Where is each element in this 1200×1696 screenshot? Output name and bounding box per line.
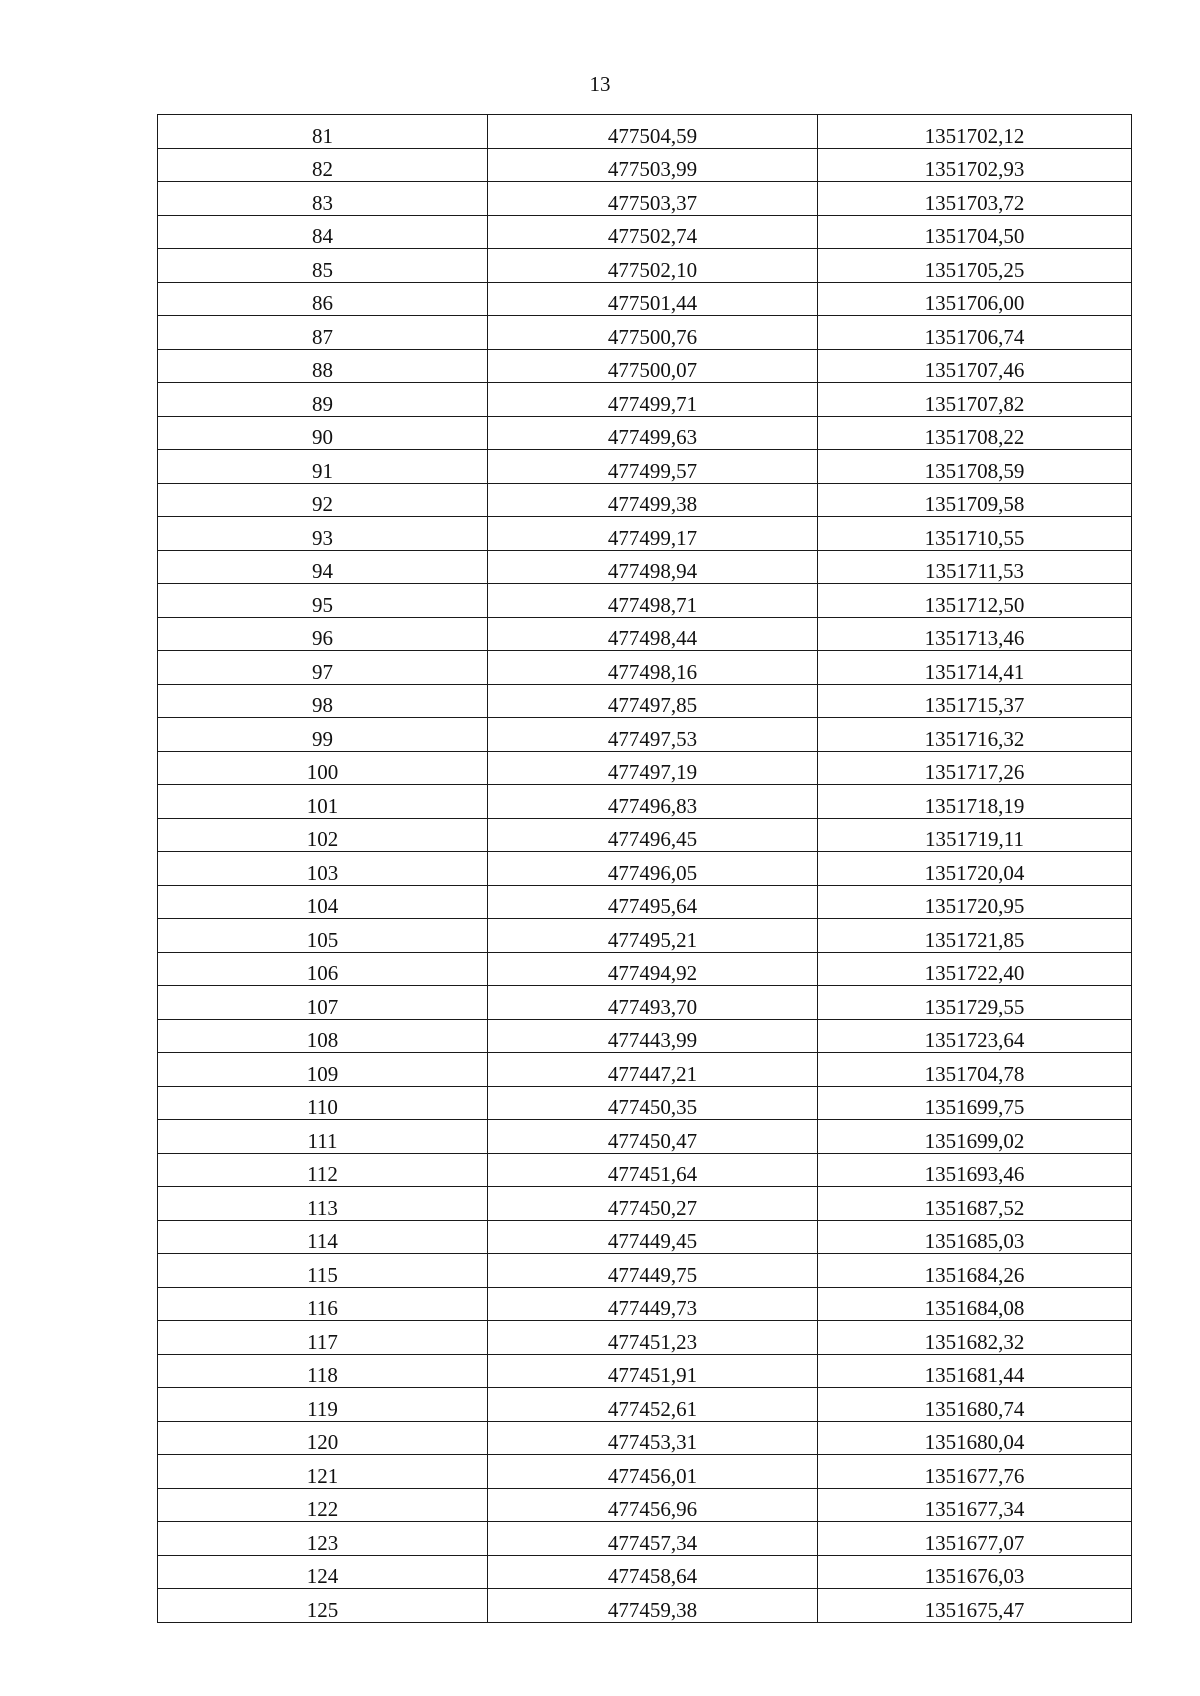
- coordinates-table-body: [158, 115, 1132, 1623]
- y-coordinate-cell: 1351713,46: [818, 617, 1132, 651]
- y-coordinate-cell: 1351729,55: [818, 986, 1132, 1020]
- point-number-cell: 106: [158, 952, 488, 986]
- x-coordinate-cell: 477451,91: [488, 1354, 818, 1388]
- table-row: [158, 1086, 1132, 1120]
- y-coordinate-cell: 1351676,03: [818, 1555, 1132, 1589]
- x-coordinate-cell: 477496,45: [488, 818, 818, 852]
- table-row: [158, 1254, 1132, 1288]
- x-coordinate-cell: 477502,74: [488, 215, 818, 249]
- x-coordinate-cell: 477450,27: [488, 1187, 818, 1221]
- y-coordinate-cell: 1351707,82: [818, 383, 1132, 417]
- x-coordinate-cell: 477452,61: [488, 1388, 818, 1422]
- y-coordinate-cell: 1351714,41: [818, 651, 1132, 685]
- x-coordinate-cell: 477458,64: [488, 1555, 818, 1589]
- y-coordinate-cell: 1351684,08: [818, 1287, 1132, 1321]
- table-row: [158, 1354, 1132, 1388]
- y-coordinate-cell: 1351705,25: [818, 249, 1132, 283]
- point-number-cell: 119: [158, 1388, 488, 1422]
- y-coordinate-cell: 1351722,40: [818, 952, 1132, 986]
- x-coordinate-cell: 477453,31: [488, 1421, 818, 1455]
- x-coordinate-cell: 477494,92: [488, 952, 818, 986]
- point-number-cell: 99: [158, 718, 488, 752]
- y-coordinate-cell: 1351718,19: [818, 785, 1132, 819]
- table-row: [158, 952, 1132, 986]
- table-row: [158, 450, 1132, 484]
- point-number-cell: 124: [158, 1555, 488, 1589]
- y-coordinate-cell: 1351721,85: [818, 919, 1132, 953]
- y-coordinate-cell: 1351706,00: [818, 282, 1132, 316]
- table-row: [158, 115, 1132, 149]
- table-row: [158, 1019, 1132, 1053]
- point-number-cell: 115: [158, 1254, 488, 1288]
- table-row: [158, 751, 1132, 785]
- point-number-cell: 89: [158, 383, 488, 417]
- x-coordinate-cell: 477500,76: [488, 316, 818, 350]
- y-coordinate-cell: 1351711,53: [818, 550, 1132, 584]
- table-row: [158, 249, 1132, 283]
- table-row: [158, 517, 1132, 551]
- table-row: [158, 1388, 1132, 1422]
- x-coordinate-cell: 477449,73: [488, 1287, 818, 1321]
- x-coordinate-cell: 477495,64: [488, 885, 818, 919]
- table-row: [158, 1053, 1132, 1087]
- x-coordinate-cell: 477449,75: [488, 1254, 818, 1288]
- table-row: [158, 182, 1132, 216]
- table-row: [158, 584, 1132, 618]
- table-row: [158, 684, 1132, 718]
- x-coordinate-cell: 477499,71: [488, 383, 818, 417]
- x-coordinate-cell: 477456,01: [488, 1455, 818, 1489]
- point-number-cell: 101: [158, 785, 488, 819]
- point-number-cell: 120: [158, 1421, 488, 1455]
- x-coordinate-cell: 477493,70: [488, 986, 818, 1020]
- table-row: [158, 550, 1132, 584]
- table-row: [158, 1220, 1132, 1254]
- point-number-cell: 108: [158, 1019, 488, 1053]
- y-coordinate-cell: 1351707,46: [818, 349, 1132, 383]
- point-number-cell: 81: [158, 115, 488, 149]
- x-coordinate-cell: 477496,83: [488, 785, 818, 819]
- x-coordinate-cell: 477443,99: [488, 1019, 818, 1053]
- table-row: [158, 1522, 1132, 1556]
- x-coordinate-cell: 477498,71: [488, 584, 818, 618]
- x-coordinate-cell: 477497,85: [488, 684, 818, 718]
- point-number-cell: 107: [158, 986, 488, 1020]
- point-number-cell: 117: [158, 1321, 488, 1355]
- point-number-cell: 125: [158, 1589, 488, 1623]
- point-number-cell: 105: [158, 919, 488, 953]
- x-coordinate-cell: 477449,45: [488, 1220, 818, 1254]
- y-coordinate-cell: 1351702,12: [818, 115, 1132, 149]
- table-row: [158, 651, 1132, 685]
- y-coordinate-cell: 1351702,93: [818, 148, 1132, 182]
- coordinates-table: [157, 114, 1132, 1623]
- point-number-cell: 121: [158, 1455, 488, 1489]
- x-coordinate-cell: 477501,44: [488, 282, 818, 316]
- x-coordinate-cell: 477503,99: [488, 148, 818, 182]
- y-coordinate-cell: 1351682,32: [818, 1321, 1132, 1355]
- y-coordinate-cell: 1351715,37: [818, 684, 1132, 718]
- point-number-cell: 94: [158, 550, 488, 584]
- point-number-cell: 109: [158, 1053, 488, 1087]
- point-number-cell: 88: [158, 349, 488, 383]
- y-coordinate-cell: 1351719,11: [818, 818, 1132, 852]
- x-coordinate-cell: 477447,21: [488, 1053, 818, 1087]
- table-row: [158, 617, 1132, 651]
- point-number-cell: 113: [158, 1187, 488, 1221]
- x-coordinate-cell: 477450,35: [488, 1086, 818, 1120]
- x-coordinate-cell: 477451,64: [488, 1153, 818, 1187]
- y-coordinate-cell: 1351693,46: [818, 1153, 1132, 1187]
- x-coordinate-cell: 477457,34: [488, 1522, 818, 1556]
- x-coordinate-cell: 477499,38: [488, 483, 818, 517]
- point-number-cell: 83: [158, 182, 488, 216]
- point-number-cell: 98: [158, 684, 488, 718]
- page-number: 13: [589, 72, 611, 96]
- x-coordinate-cell: 477495,21: [488, 919, 818, 953]
- y-coordinate-cell: 1351706,74: [818, 316, 1132, 350]
- x-coordinate-cell: 477450,47: [488, 1120, 818, 1154]
- y-coordinate-cell: 1351703,72: [818, 182, 1132, 216]
- x-coordinate-cell: 477456,96: [488, 1488, 818, 1522]
- y-coordinate-cell: 1351708,59: [818, 450, 1132, 484]
- table-row: [158, 349, 1132, 383]
- point-number-cell: 84: [158, 215, 488, 249]
- point-number-cell: 104: [158, 885, 488, 919]
- y-coordinate-cell: 1351709,58: [818, 483, 1132, 517]
- table-row: [158, 1589, 1132, 1623]
- x-coordinate-cell: 477459,38: [488, 1589, 818, 1623]
- table-row: [158, 885, 1132, 919]
- table-row: [158, 1187, 1132, 1221]
- x-coordinate-cell: 477503,37: [488, 182, 818, 216]
- point-number-cell: 90: [158, 416, 488, 450]
- point-number-cell: 103: [158, 852, 488, 886]
- x-coordinate-cell: 477498,44: [488, 617, 818, 651]
- x-coordinate-cell: 477498,94: [488, 550, 818, 584]
- y-coordinate-cell: 1351704,78: [818, 1053, 1132, 1087]
- point-number-cell: 118: [158, 1354, 488, 1388]
- y-coordinate-cell: 1351712,50: [818, 584, 1132, 618]
- x-coordinate-cell: 477499,63: [488, 416, 818, 450]
- point-number-cell: 110: [158, 1086, 488, 1120]
- table-row: [158, 919, 1132, 953]
- y-coordinate-cell: 1351684,26: [818, 1254, 1132, 1288]
- table-row: [158, 282, 1132, 316]
- point-number-cell: 100: [158, 751, 488, 785]
- y-coordinate-cell: 1351681,44: [818, 1354, 1132, 1388]
- point-number-cell: 95: [158, 584, 488, 618]
- table-row: [158, 852, 1132, 886]
- x-coordinate-cell: 477497,19: [488, 751, 818, 785]
- point-number-cell: 86: [158, 282, 488, 316]
- x-coordinate-cell: 477496,05: [488, 852, 818, 886]
- x-coordinate-cell: 477502,10: [488, 249, 818, 283]
- point-number-cell: 112: [158, 1153, 488, 1187]
- y-coordinate-cell: 1351699,02: [818, 1120, 1132, 1154]
- x-coordinate-cell: 477504,59: [488, 115, 818, 149]
- table-row: [158, 1455, 1132, 1489]
- table-row: [158, 718, 1132, 752]
- table-row: [158, 1287, 1132, 1321]
- table-row: [158, 383, 1132, 417]
- table-row: [158, 1120, 1132, 1154]
- table-row: [158, 1555, 1132, 1589]
- y-coordinate-cell: 1351708,22: [818, 416, 1132, 450]
- point-number-cell: 91: [158, 450, 488, 484]
- table-row: [158, 316, 1132, 350]
- point-number-cell: 87: [158, 316, 488, 350]
- point-number-cell: 97: [158, 651, 488, 685]
- table-row: [158, 1153, 1132, 1187]
- table-row: [158, 1421, 1132, 1455]
- point-number-cell: 92: [158, 483, 488, 517]
- y-coordinate-cell: 1351677,76: [818, 1455, 1132, 1489]
- y-coordinate-cell: 1351687,52: [818, 1187, 1132, 1221]
- table-row: [158, 148, 1132, 182]
- table-row: [158, 818, 1132, 852]
- y-coordinate-cell: 1351720,04: [818, 852, 1132, 886]
- table-row: [158, 1321, 1132, 1355]
- y-coordinate-cell: 1351677,34: [818, 1488, 1132, 1522]
- y-coordinate-cell: 1351717,26: [818, 751, 1132, 785]
- y-coordinate-cell: 1351677,07: [818, 1522, 1132, 1556]
- x-coordinate-cell: 477499,17: [488, 517, 818, 551]
- y-coordinate-cell: 1351685,03: [818, 1220, 1132, 1254]
- point-number-cell: 102: [158, 818, 488, 852]
- x-coordinate-cell: 477500,07: [488, 349, 818, 383]
- y-coordinate-cell: 1351720,95: [818, 885, 1132, 919]
- table-row: [158, 986, 1132, 1020]
- y-coordinate-cell: 1351675,47: [818, 1589, 1132, 1623]
- x-coordinate-cell: 477451,23: [488, 1321, 818, 1355]
- point-number-cell: 111: [158, 1120, 488, 1154]
- x-coordinate-cell: 477499,57: [488, 450, 818, 484]
- point-number-cell: 82: [158, 148, 488, 182]
- table-row: [158, 785, 1132, 819]
- point-number-cell: 123: [158, 1522, 488, 1556]
- table-row: [158, 416, 1132, 450]
- y-coordinate-cell: 1351680,74: [818, 1388, 1132, 1422]
- x-coordinate-cell: 477497,53: [488, 718, 818, 752]
- point-number-cell: 85: [158, 249, 488, 283]
- y-coordinate-cell: 1351716,32: [818, 718, 1132, 752]
- table-row: [158, 1488, 1132, 1522]
- x-coordinate-cell: 477498,16: [488, 651, 818, 685]
- point-number-cell: 116: [158, 1287, 488, 1321]
- table-row: [158, 215, 1132, 249]
- y-coordinate-cell: 1351723,64: [818, 1019, 1132, 1053]
- y-coordinate-cell: 1351710,55: [818, 517, 1132, 551]
- y-coordinate-cell: 1351704,50: [818, 215, 1132, 249]
- table-row: [158, 483, 1132, 517]
- y-coordinate-cell: 1351699,75: [818, 1086, 1132, 1120]
- point-number-cell: 93: [158, 517, 488, 551]
- point-number-cell: 114: [158, 1220, 488, 1254]
- point-number-cell: 122: [158, 1488, 488, 1522]
- y-coordinate-cell: 1351680,04: [818, 1421, 1132, 1455]
- point-number-cell: 96: [158, 617, 488, 651]
